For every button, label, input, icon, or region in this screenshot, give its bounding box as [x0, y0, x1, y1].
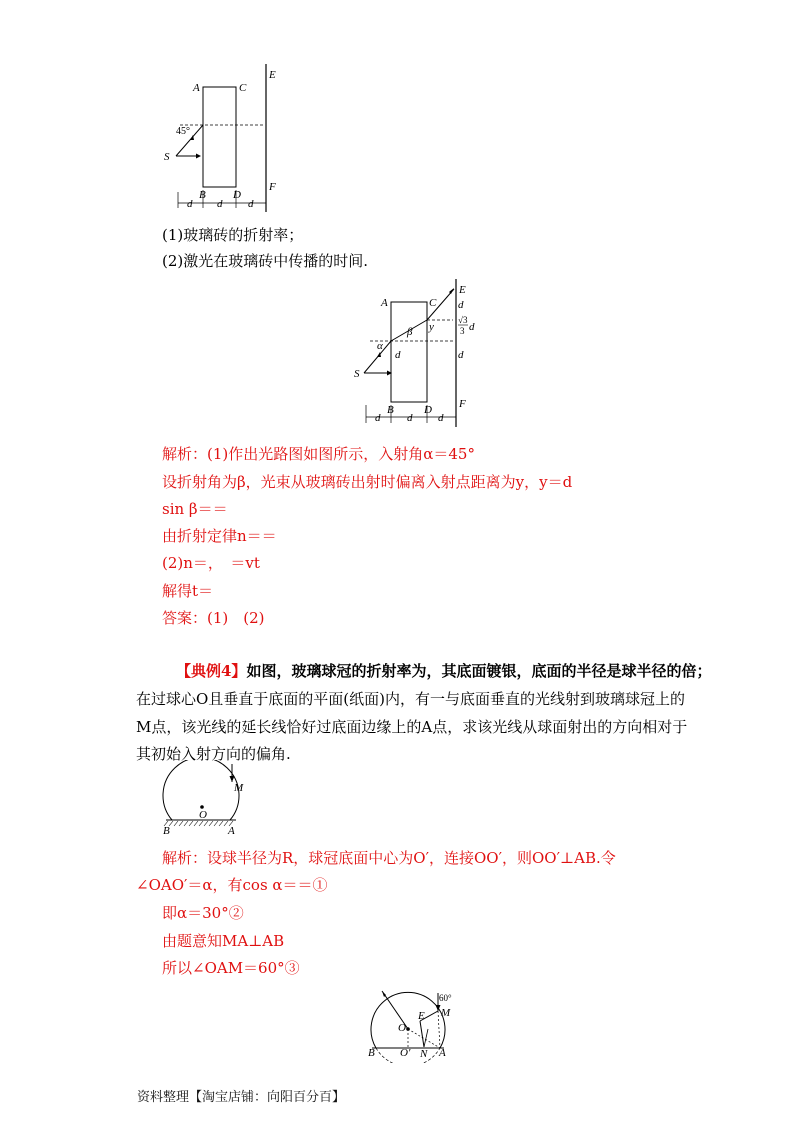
fig2-label-e: E — [459, 284, 466, 296]
example4-line-2: 在过球心O且垂直于底面的平面(纸面)内，有一与底面垂直的光线射到玻璃球冠上的 — [136, 690, 686, 708]
fig4-label-e: E — [418, 1010, 425, 1022]
fig2-label-a: A — [381, 297, 388, 309]
fig2-label-frac-den: 3 — [460, 326, 465, 336]
fig2-label-alpha: α — [377, 340, 383, 352]
fig1-label-s: S — [164, 151, 170, 163]
solution1-line-7: 答案：(1) (2) — [162, 609, 265, 627]
fig4-label-m: M — [441, 1007, 451, 1019]
solution1-line-3: sin β＝＝ — [162, 500, 228, 518]
question-1: (1)玻璃砖的折射率； — [162, 226, 304, 244]
fig4-label-angle: 60° — [439, 993, 452, 1003]
fig4-label-b: B — [368, 1047, 375, 1059]
fig4-label-o-prime: O′ — [400, 1047, 411, 1059]
fig2-label-d-b1: d — [375, 412, 381, 424]
figure-3-spherical-cap — [160, 760, 260, 840]
fig2-label-d-bottom: D — [424, 404, 432, 416]
fig2-label-d-right2: d — [469, 321, 475, 333]
solution2-line-5: 所以∠OAM＝60°③ — [162, 959, 300, 977]
fig1-label-c: C — [239, 82, 247, 94]
solution1-line-4: 由折射定律n＝＝ — [162, 527, 277, 545]
solution1-line-1: 解析：(1)作出光路图如图所示，入射角α＝45° — [162, 445, 475, 463]
fig2-label-d-b3: d — [438, 412, 444, 424]
fig1-label-angle: 45° — [176, 126, 190, 137]
fig2-label-d-right3: d — [458, 349, 464, 361]
fig2-label-d-b2: d — [407, 412, 413, 424]
fig2-label-y: y — [429, 321, 434, 333]
fig2-label-d-inside: d — [395, 349, 401, 361]
example4-line-4: 其初始入射方向的偏角. — [136, 745, 291, 763]
fig2-label-frac-num: √3 — [458, 315, 468, 325]
solution2-line-3: 即α＝30°② — [162, 904, 244, 922]
fig1-label-a: A — [193, 82, 200, 94]
fig1-label-d2: d — [217, 198, 223, 210]
example4-tag: 【典例4】 — [176, 662, 247, 680]
fig4-label-a: A — [439, 1047, 446, 1059]
question-2: (2)激光在玻璃砖中传播的时间. — [162, 252, 369, 270]
footer-source: 资料整理【淘宝店铺：向阳百分百】 — [137, 1090, 346, 1105]
fig3-label-m: M — [234, 782, 244, 794]
figure-4-full-sphere — [360, 985, 460, 1063]
fig4-label-o: O — [398, 1022, 406, 1034]
fig1-label-d3: d — [248, 198, 254, 210]
fig4-label-n: N — [420, 1048, 428, 1060]
solution2-line-2: ∠OAO′＝α，有cos α＝＝① — [136, 876, 328, 894]
fig1-label-d: D — [233, 189, 241, 201]
fig1-label-f: F — [269, 181, 276, 193]
fig2-label-beta: β — [407, 326, 413, 338]
figure-2-light-path — [350, 277, 490, 432]
fig2-label-f: F — [459, 398, 466, 410]
solution2-line-1: 解析：设球半径为R，球冠底面中心为O′，连接OO′，则OO′⊥AB.令 — [162, 849, 616, 867]
example4-line-1 — [176, 660, 711, 681]
solution2-line-4: 由题意知MA⊥AB — [162, 932, 285, 950]
fig1-label-e: E — [269, 69, 276, 81]
fig1-label-d1: d — [187, 198, 193, 210]
example4-line-3: M点，该光线的延长线恰好过底面边缘上的A点，求该光线从球面射出的方向相对于 — [136, 718, 688, 736]
solution1-line-6: 解得t＝ — [162, 582, 214, 600]
fig3-label-o: O — [199, 809, 207, 821]
figure-1-glass-brick — [160, 62, 290, 217]
fig2-label-d-right1: d — [458, 299, 464, 311]
example4-line-1-text: 如图，玻璃球冠的折射率为，其底面镀银，底面的半径是球半径的倍； — [246, 662, 712, 680]
solution1-line-5: (2)n＝， ＝vt — [162, 554, 260, 572]
fig1-label-b: B — [199, 189, 206, 201]
fig2-label-b: B — [387, 404, 394, 416]
fig3-label-b: B — [163, 825, 170, 837]
fig2-label-c: C — [429, 297, 437, 309]
solution1-line-2: 设折射角为β，光束从玻璃砖出射时偏离入射点距离为y，y＝d — [162, 473, 573, 491]
fig3-label-a: A — [228, 825, 235, 837]
fig2-label-s: S — [354, 368, 360, 380]
